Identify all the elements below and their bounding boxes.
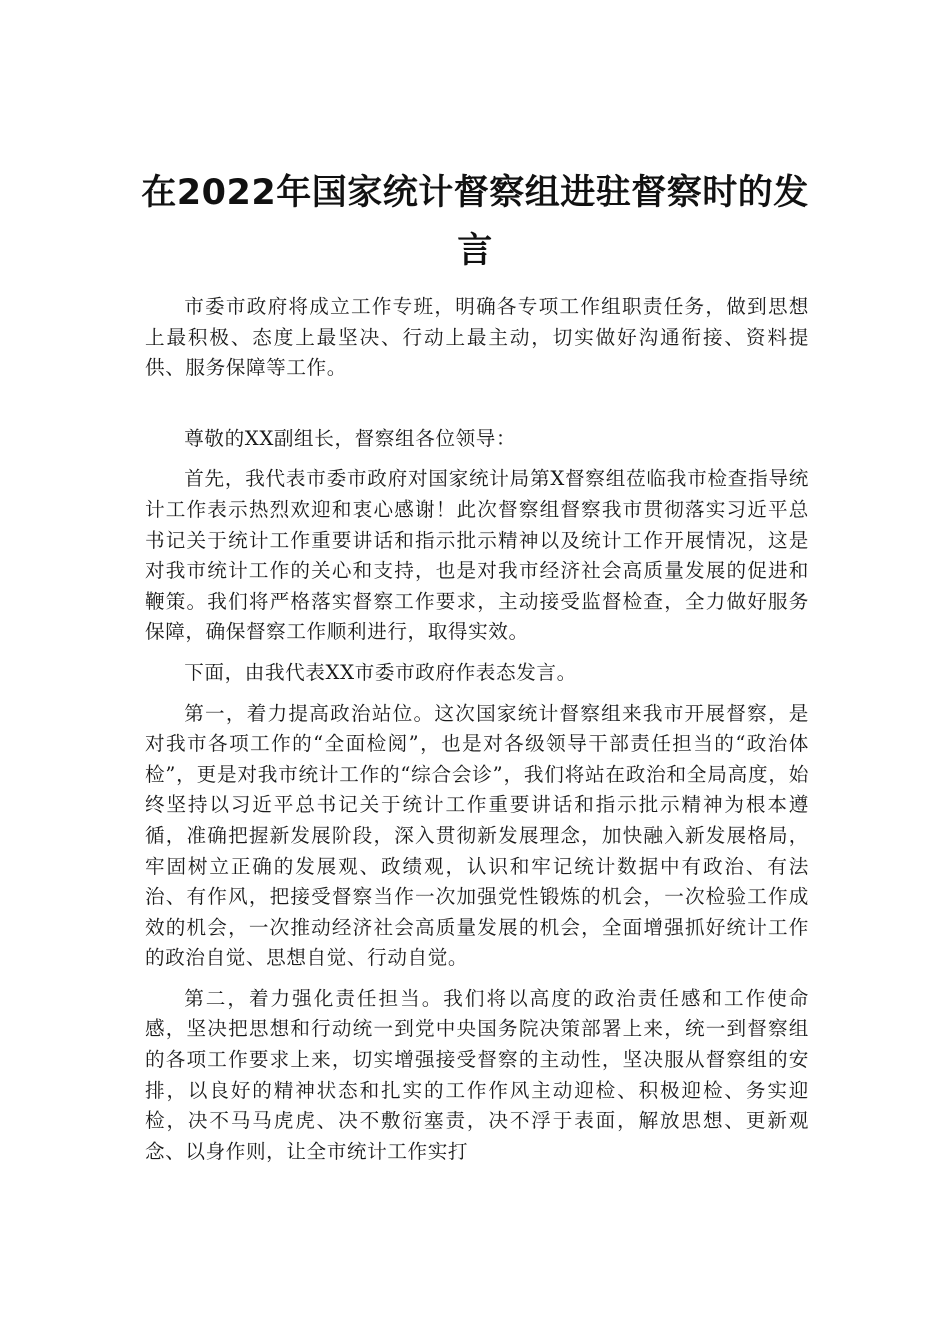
paragraph-transition: 下面，由我代表XX市委市政府作表态发言。	[184, 660, 577, 684]
document-title: 在2022年国家统计督察组进驻督察时的发言	[141, 173, 809, 271]
document-body	[145, 292, 809, 1167]
paragraph-welcome: 首先，我代表市委市政府对国家统计局第X督察组莅临我市检查指导统计工作表示热烈欢迎和衷心感谢！此次督察组督察我市贯彻落实习近平总书记关于统计工作重要讲话和指示批示精神以及统计工作开展情况，这是对我市统计工作的关心和支持，也是对我市经济社会高质量发展的促进和鞭策。我们将严格落实督察工作要求，主动接受监督检查，全力做好服务保障，确保督察工作顺利进行，取得实效。	[145, 467, 809, 644]
paragraph-salutation: 尊敬的XX副组长，督察组各位领导：	[184, 426, 517, 450]
paragraph-intro: 市委市政府将成立工作专班，明确各专项工作组职责任务，做到思想上最积极、态度上最坚决、行动上最主动，切实做好沟通衔接、资料提供、服务保障等工作。	[145, 295, 809, 380]
paragraph-point-one: 第一，着力提高政治站位。这次国家统计督察组来我市开展督察，是对我市各项工作的“全面检阅”，也是对各级领导干部责任担当的“政治体检”，更是对我市统计工作的“综合会诊”，我们将站在政治和全局高度，始终坚持以习近平总书记关于统计工作重要讲话和指示批示精神为根本遵循，准确把握新发展阶段，深入贯彻新发展理念，加快融入新发展格局，牢固树立正确的发展观、政绩观，认识和牢记统计数据中有政治、有法治、有作风，把接受督察当作一次加强党性锻炼的机会，一次检验工作成效的机会，一次推动经济社会高质量发展的机会，全面增强抓好统计工作的政治自觉、思想自觉、行动自觉。	[145, 701, 809, 970]
paragraph-point-two: 第二，着力强化责任担当。我们将以高度的政治责任感和工作使命感，坚决把思想和行动统一到党中央国务院决策部署上来，统一到督察组的各项工作要求上来，切实增强接受督察的主动性，坚决服从督察组的安排，以良好的精神状态和扎实的工作作风主动迎检、积极迎检、务实迎检，决不马马虎虎、决不敷衍塞责，决不浮于表面，解放思想、更新观念、以身作则，让全市统计工作实打	[145, 986, 809, 1163]
